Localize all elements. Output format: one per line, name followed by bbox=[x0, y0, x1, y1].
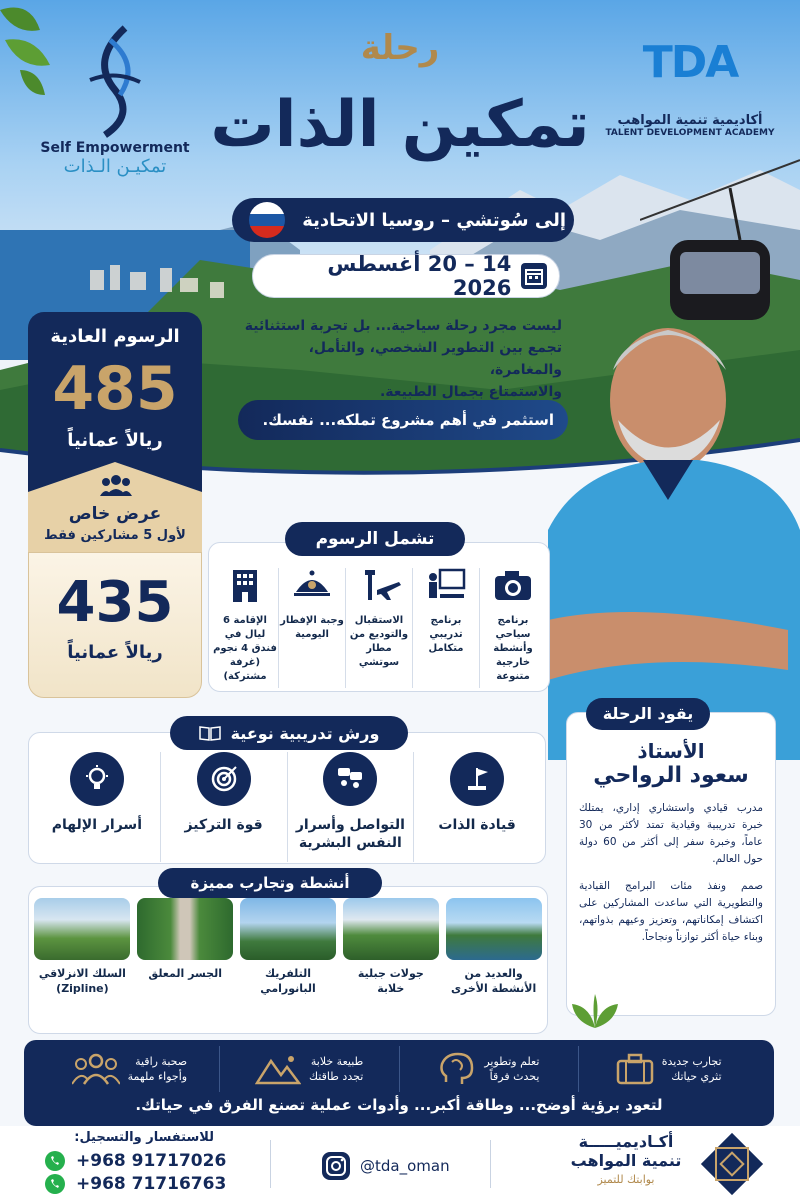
academy-line-1: أكـاديميـــــة bbox=[578, 1132, 674, 1151]
main-title: تمكين الذات bbox=[210, 88, 590, 162]
logo-arabic-text: تمكيـن الـذات bbox=[63, 156, 167, 177]
include-item bbox=[479, 568, 546, 688]
benefits-list bbox=[40, 1046, 758, 1092]
workshop-item bbox=[34, 752, 160, 862]
academy-footer-text bbox=[560, 1132, 692, 1189]
activity-text: والعديد من الأنشطة الأخرى bbox=[450, 967, 537, 995]
benefit-item bbox=[219, 1046, 399, 1092]
instagram-link[interactable] bbox=[320, 1150, 450, 1182]
offer-subtitle: لأول 5 مشاركين فقط bbox=[44, 528, 186, 543]
tda-logo-mark: TDA bbox=[642, 37, 738, 88]
benefit-item bbox=[578, 1046, 758, 1092]
workshop-item bbox=[287, 752, 414, 862]
academy-emblem-icon bbox=[700, 1132, 764, 1196]
include-text: الإقامة 6 ليال في فندق 4 نجوم (غرفة مشتركة) bbox=[213, 615, 277, 682]
benefit-line-1: صحبة راقية bbox=[135, 1055, 188, 1068]
leaf-decoration bbox=[570, 994, 620, 1030]
include-item bbox=[345, 568, 412, 688]
includes-list bbox=[212, 568, 546, 688]
phone-row-2[interactable] bbox=[44, 1173, 226, 1195]
benefit-item bbox=[40, 1046, 219, 1092]
tda-logo-english: TALENT DEVELOPMENT ACADEMY bbox=[605, 128, 775, 138]
activity-text: السلك الانزلاقي (Zipline) bbox=[38, 967, 126, 995]
calendar-icon bbox=[521, 263, 547, 289]
suitcase-icon bbox=[616, 1053, 654, 1085]
include-text: برنامج تدريبي متكامل bbox=[428, 615, 464, 654]
footer-divider bbox=[270, 1140, 271, 1188]
mountains-icon bbox=[255, 1053, 301, 1085]
intro-paragraph bbox=[232, 315, 562, 403]
regular-price: 485 bbox=[52, 354, 178, 424]
whatsapp-icon bbox=[44, 1150, 66, 1172]
activity-text: التلفريك البانورامي bbox=[260, 967, 316, 995]
benefit-line-1: تعلم وتطوير bbox=[484, 1055, 540, 1068]
activity-photo-suspension-bridge bbox=[137, 898, 233, 960]
activity-item bbox=[342, 898, 439, 1030]
activity-photo-cable-car bbox=[240, 898, 336, 960]
regular-currency: ريالاً عمانياً bbox=[67, 430, 163, 451]
self-empowerment-figure-icon bbox=[80, 20, 150, 140]
workshop-item bbox=[160, 752, 287, 862]
leader-bio-2: صمم ونفذ مئات البرامج القيادية والتطويرية التي ساعدت المشاركين على اكتشاف إمكاناتهم، وتعزيز وعيهم بذواتهم، وبناء حياة أكثر توازناً ونجاحاً. bbox=[579, 880, 763, 943]
phone-number-1[interactable]: +968 91717026 bbox=[76, 1151, 227, 1171]
workshop-text: التواصل وأسرار النفس البشرية bbox=[295, 817, 405, 851]
include-item bbox=[278, 568, 345, 688]
benefit-line-2: تثري حياتك bbox=[671, 1070, 722, 1083]
tda-logo bbox=[600, 35, 780, 155]
workshop-text: قيادة الذات bbox=[438, 817, 516, 833]
leader-card bbox=[566, 712, 776, 1016]
self-empowerment-logo bbox=[40, 20, 190, 200]
group-icon bbox=[100, 474, 132, 496]
lightbulb-icon bbox=[70, 752, 124, 806]
includes-title: تشمل الرسوم bbox=[285, 522, 465, 556]
intro-line-2: تجمع بين التطوير الشخصي، والتأمل، والمغامرة، bbox=[308, 340, 562, 378]
activity-photo-lake bbox=[446, 898, 542, 960]
academy-line-3: بوابتك للتميز bbox=[597, 1173, 655, 1186]
benefit-line-1: طبيعة خلابة bbox=[310, 1055, 364, 1068]
footer-divider bbox=[490, 1140, 491, 1188]
leader-portrait bbox=[548, 300, 800, 760]
brain-icon bbox=[438, 1052, 476, 1086]
dates-text: 14 – 20 أغسطس 2026 bbox=[327, 252, 512, 300]
workshop-item bbox=[413, 752, 540, 862]
activity-item bbox=[445, 898, 542, 1030]
slogan-text: استثمر في أهم مشروع تملكه... نفسك. bbox=[262, 411, 554, 429]
communication-icon bbox=[323, 752, 377, 806]
russia-flag-icon bbox=[248, 201, 286, 239]
activity-photo-hiking bbox=[343, 898, 439, 960]
include-text: وجبة الإفطار اليومية bbox=[280, 615, 344, 640]
activity-item bbox=[240, 898, 337, 1030]
workshops-title: ورش تدريبية نوعية bbox=[230, 723, 380, 743]
training-board-icon bbox=[426, 568, 466, 602]
airport-plane-icon bbox=[357, 568, 401, 602]
activity-photo-zipline bbox=[34, 898, 130, 960]
activity-item bbox=[137, 898, 234, 1030]
benefit-line-2: وأجواء ملهمة bbox=[127, 1070, 188, 1083]
slogan-banner bbox=[238, 400, 568, 440]
offer-title: عرض خاص bbox=[68, 504, 162, 524]
pricing-card bbox=[28, 312, 202, 698]
instagram-icon bbox=[320, 1150, 352, 1182]
destination-pill bbox=[232, 198, 574, 242]
tda-logo-arabic: أكاديمية تنمية المواهب bbox=[617, 113, 763, 128]
academy-line-2: تنمية المواهب bbox=[570, 1151, 682, 1170]
activity-text: جولات جبلية خلابة bbox=[357, 967, 424, 995]
workshop-text: قوة التركيز bbox=[184, 817, 263, 833]
camera-icon bbox=[493, 568, 533, 602]
instagram-handle[interactable]: @tda_oman bbox=[360, 1157, 450, 1175]
benefits-tagline: لتعود برؤية أوضح... وطاقة أكبر... وأدوات عملية تصنع الفرق في حياتك. bbox=[135, 1096, 663, 1114]
phone-number-2[interactable]: +968 71716763 bbox=[76, 1174, 227, 1194]
breakfast-cloche-icon bbox=[292, 568, 332, 602]
logo-english-text: Self Empowerment bbox=[40, 140, 190, 156]
leader-prefix: الأستاذ bbox=[637, 739, 705, 763]
leader-bio-1: مدرب قيادي واستشاري إداري، يمتلك خبرة تدريبية وقيادية تمتد لأكثر من 30 عاماً، وخبرة سفر إلى أكثر من 60 دولة حول العالم. bbox=[579, 802, 763, 865]
activity-text: الجسر المعلق bbox=[148, 967, 222, 980]
activity-item bbox=[34, 898, 131, 1030]
workshop-text: أسرار الإلهام bbox=[51, 817, 142, 833]
include-item bbox=[212, 568, 278, 688]
dates-pill bbox=[252, 254, 560, 298]
include-item bbox=[412, 568, 479, 688]
benefit-line-2: تجدد طاقتك bbox=[308, 1070, 364, 1083]
leader-section-title: يقود الرحلة bbox=[586, 698, 710, 730]
intro-line-3: والاستمتاع بجمال الطبيعة. bbox=[379, 384, 562, 400]
benefit-line-2: يحدث فرقاً bbox=[489, 1070, 540, 1083]
regular-fee-label: الرسوم العادية bbox=[50, 326, 180, 347]
offer-currency: ريالاً عمانياً bbox=[67, 642, 163, 663]
activities-list bbox=[34, 898, 542, 1030]
phone-row-1[interactable] bbox=[44, 1150, 226, 1172]
offer-price: 435 bbox=[56, 570, 174, 635]
leader-name: سعود الرواحي bbox=[593, 763, 749, 788]
target-icon bbox=[197, 752, 251, 806]
benefit-line-1: تجارب جديدة bbox=[661, 1055, 722, 1068]
activities-title: أنشطة وتجارب مميزة bbox=[158, 868, 382, 898]
whatsapp-icon bbox=[44, 1173, 66, 1195]
benefit-item bbox=[399, 1046, 579, 1092]
leadership-flag-icon bbox=[450, 752, 504, 806]
book-icon bbox=[199, 725, 221, 741]
include-text: الاستقبال والتوديع من مطار سوتشي bbox=[349, 615, 409, 668]
title-small: رحلة bbox=[360, 28, 440, 68]
workshops-title-pill bbox=[170, 716, 408, 750]
contact-label: للاستفسار والتسجيل: bbox=[74, 1130, 214, 1145]
hotel-icon bbox=[225, 568, 265, 602]
group-people-icon bbox=[72, 1052, 120, 1086]
workshops-list bbox=[34, 752, 540, 862]
include-text: برنامج سياحي وأنشطة خارجية متنوعة bbox=[493, 615, 533, 682]
destination-text: إلى سُوتشي – روسيا الاتحادية bbox=[302, 209, 566, 231]
intro-line-1: ليست مجرد رحلة سياحية... بل تجربة استثنائية bbox=[244, 318, 562, 334]
